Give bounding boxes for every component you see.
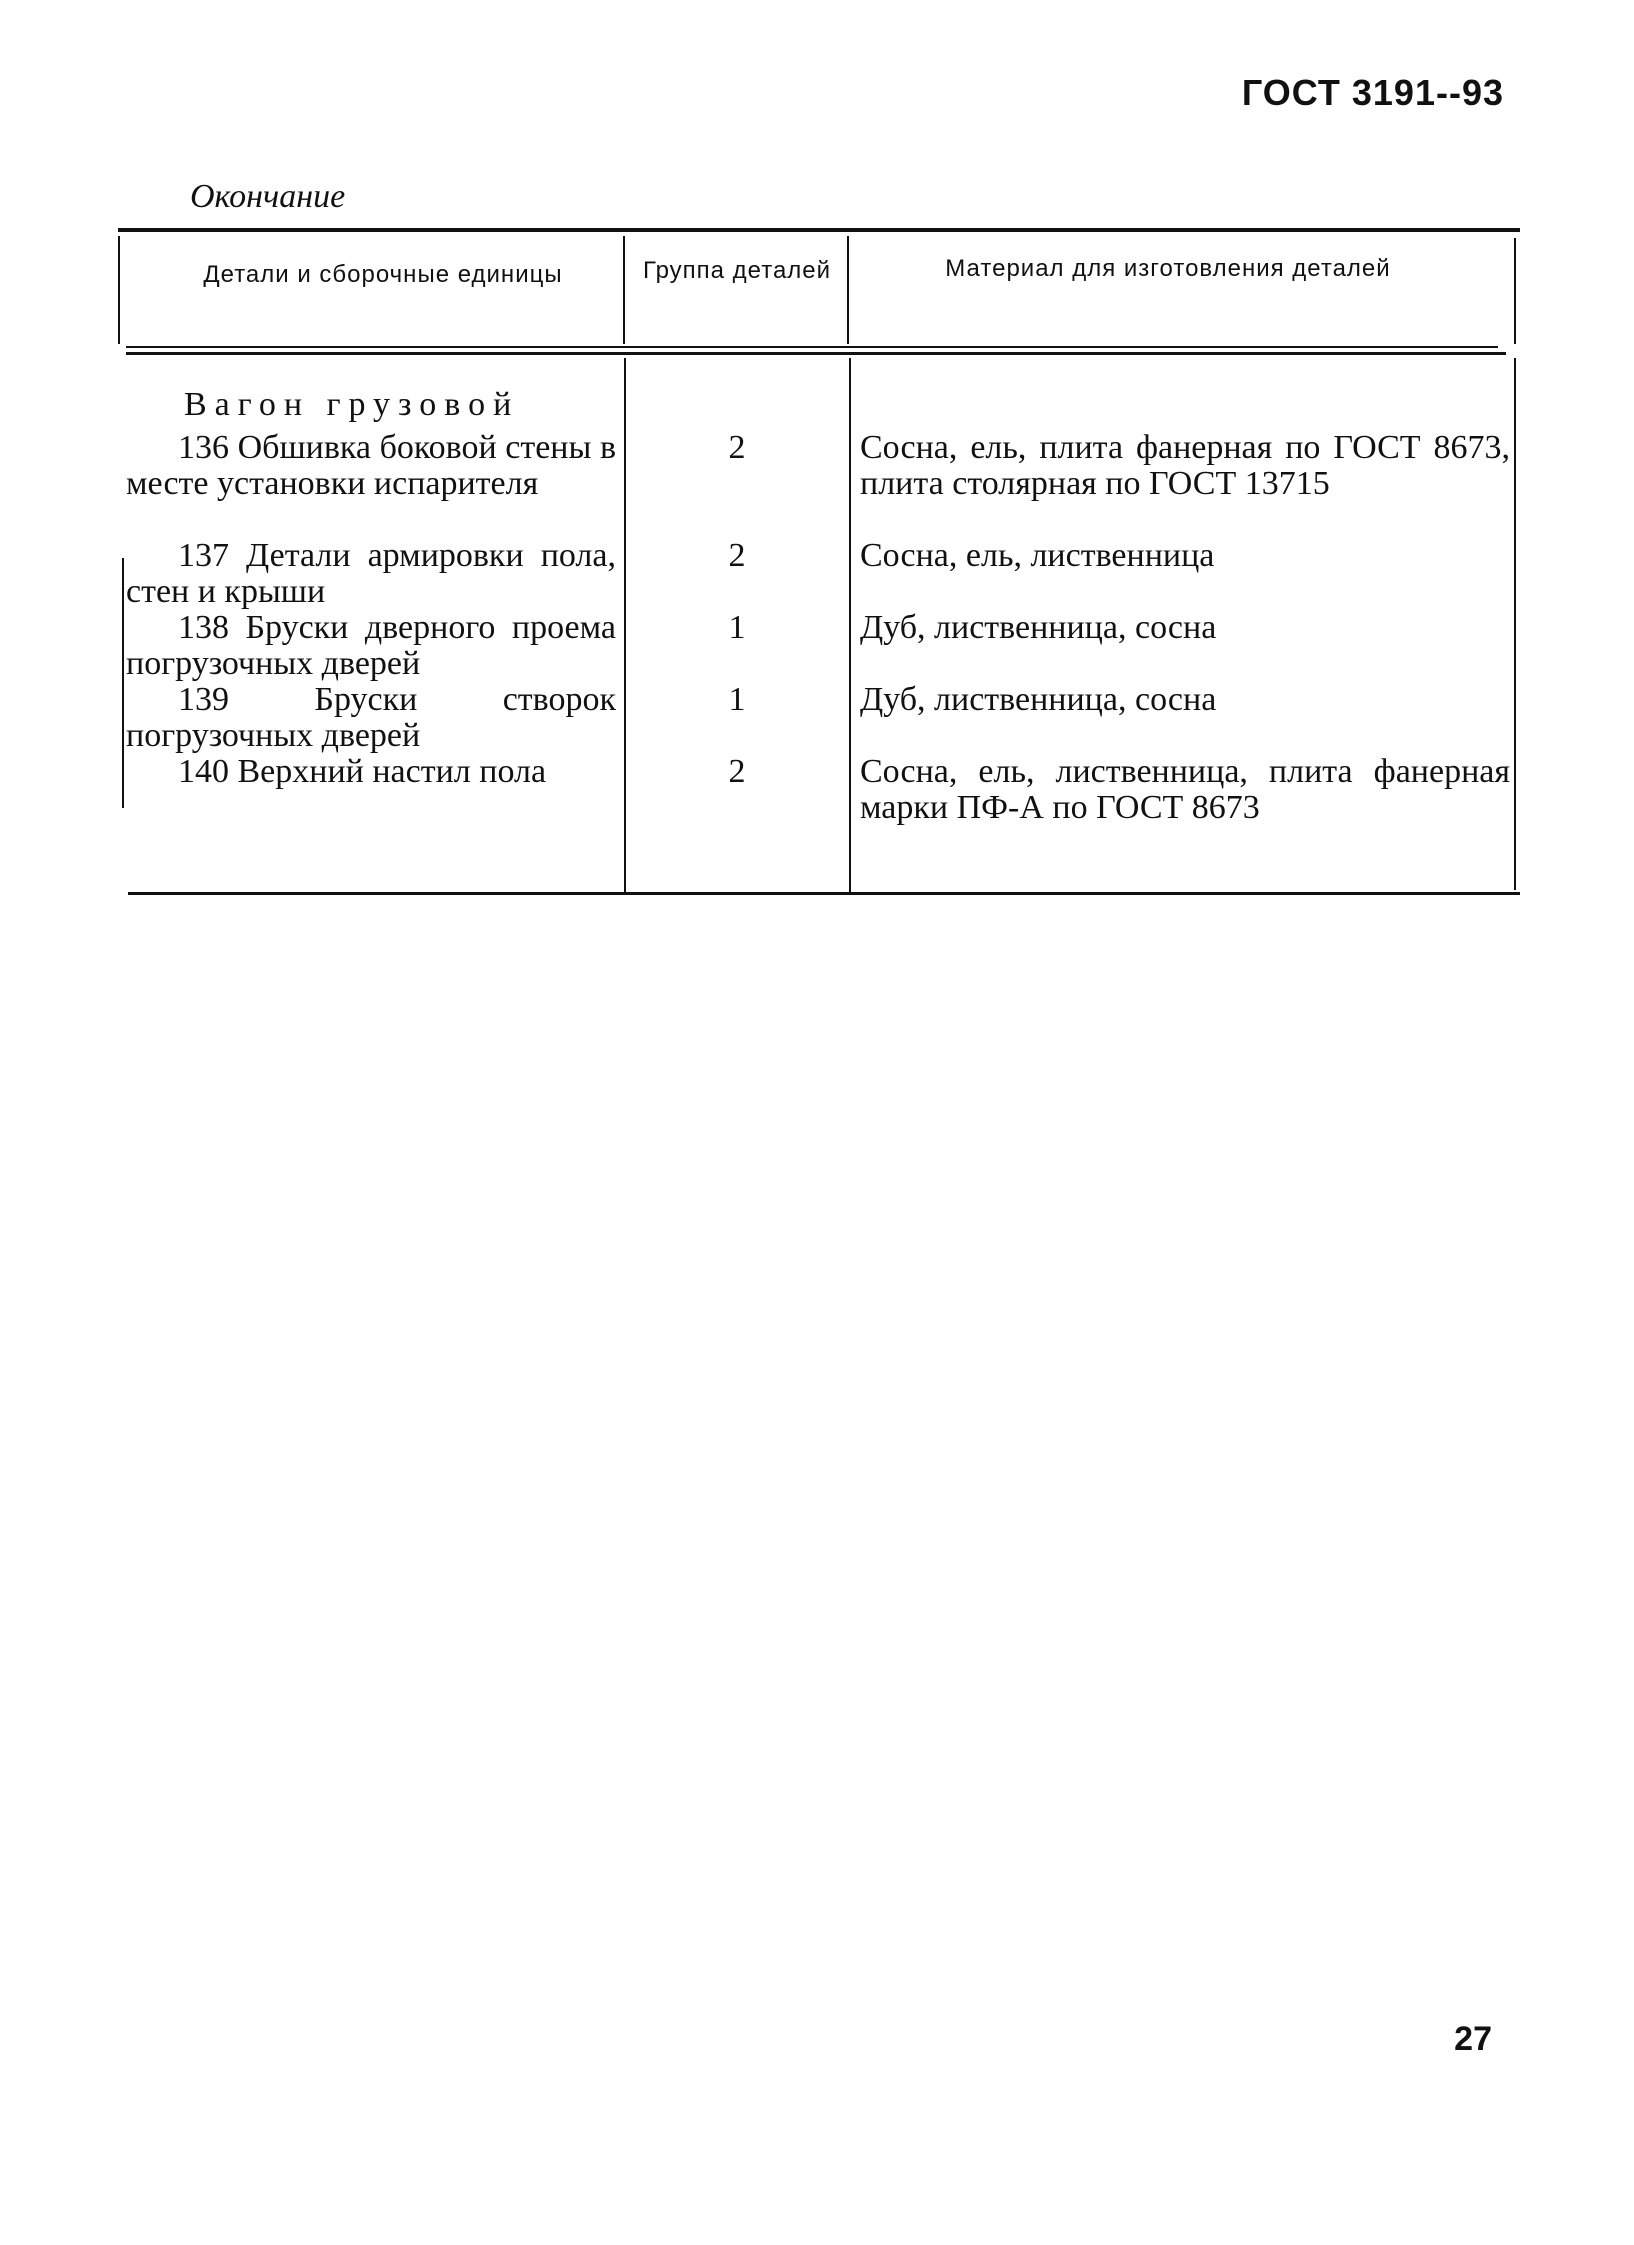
row-group: 2 xyxy=(728,537,746,574)
row-group: 1 xyxy=(728,681,746,718)
row-material: Сосна, ель, плита фанерная по ГОСТ 8673, плита столярная по ГОСТ 13715 xyxy=(860,429,1510,502)
document-code: ГОСТ 3191--93 xyxy=(1241,72,1504,113)
row-material: Сосна, ель, лиственница xyxy=(860,537,1215,574)
column-divider xyxy=(624,358,626,892)
header-rule-double xyxy=(126,352,1506,355)
row-name: 138 Бруски дверного проема погрузочных дверей xyxy=(126,609,616,682)
row-material: Сосна, ель, лиственница, плита фанерная марки ПФ-А по ГОСТ 8673 xyxy=(860,753,1510,826)
row-group: 2 xyxy=(728,429,746,466)
row-group: 1 xyxy=(728,609,746,646)
column-header-group: Группа деталей xyxy=(642,257,832,284)
column-divider xyxy=(849,358,851,892)
column-divider xyxy=(1514,358,1516,890)
row-material: Дуб, лиственница, сосна xyxy=(860,609,1217,646)
column-header-material: Материал для изготовления деталей xyxy=(945,255,1391,282)
row-material: Дуб, лиственница, сосна xyxy=(860,681,1217,718)
row-name: 136 Обшивка боковой стены в месте установки испарителя xyxy=(126,429,616,502)
header-rule xyxy=(126,346,1498,348)
row-name: 137 Детали армировки пола, стен и крыши xyxy=(126,537,616,610)
table-bottom-rule xyxy=(128,892,1520,895)
column-divider xyxy=(122,558,124,808)
row-name: 140 Верхний настил пола xyxy=(178,753,547,790)
column-divider xyxy=(1514,238,1516,344)
materials-table xyxy=(118,228,1520,900)
table-top-rule xyxy=(118,228,1520,232)
section-title: Вагон грузовой xyxy=(184,386,520,423)
row-group: 2 xyxy=(728,753,746,790)
column-divider xyxy=(623,236,625,344)
column-divider xyxy=(118,236,120,344)
table-caption: Окончание xyxy=(190,178,346,215)
row-name: 139 Бруски створок погрузочных дверей xyxy=(126,681,616,754)
column-divider xyxy=(847,236,849,344)
column-header-parts: Детали и сборочные единицы xyxy=(203,261,563,288)
page-number: 27 xyxy=(1454,2020,1492,2058)
